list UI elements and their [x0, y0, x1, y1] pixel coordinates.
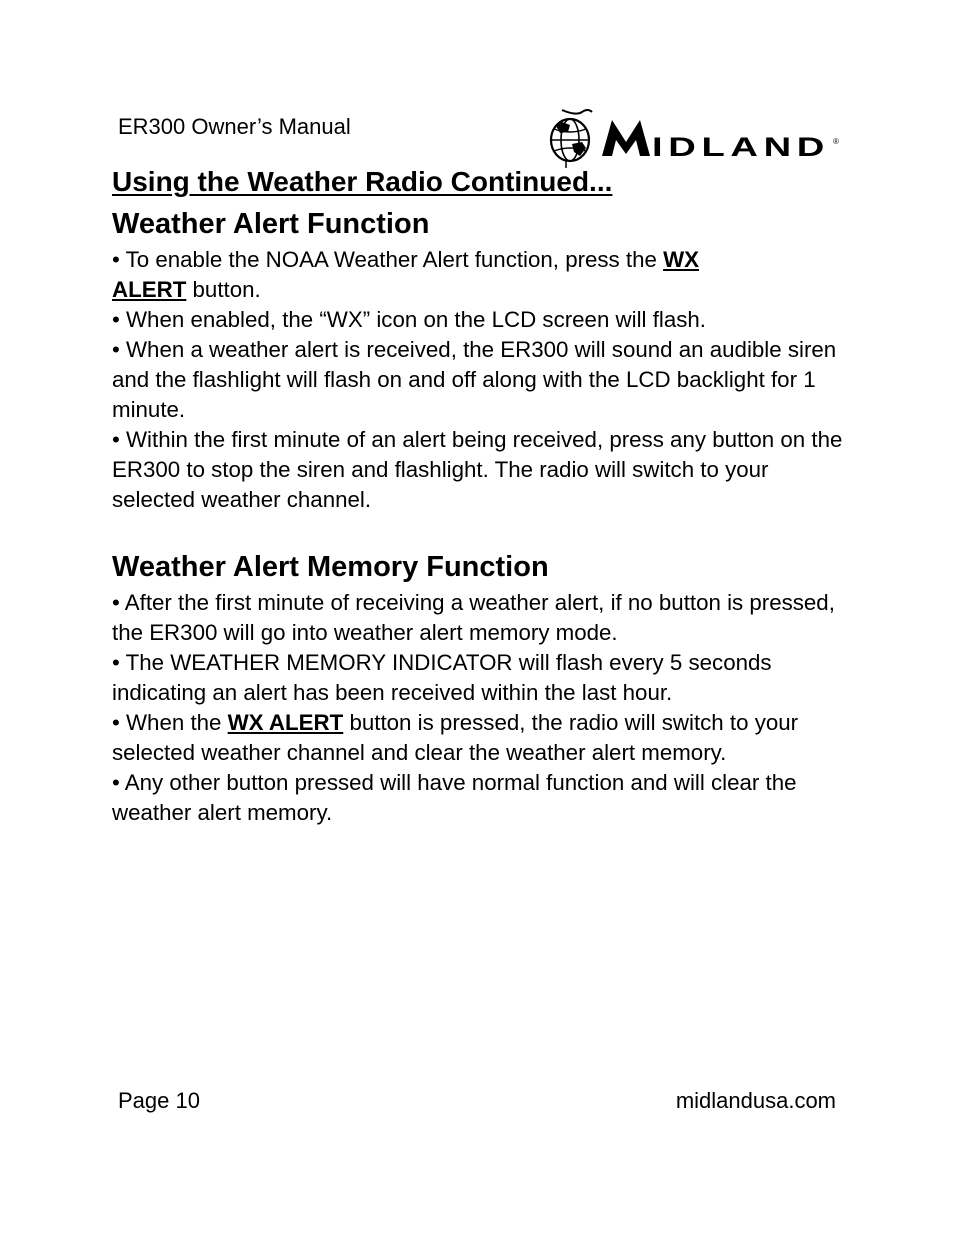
bullet-other-button: • Any other button pressed will have normal function and will clear the weather alert memory.	[112, 770, 797, 825]
bullet-wx-alert-pressed: • When the WX ALERT button is pressed, the radio will switch to your selected weather channel and clear the weather alert memory.	[112, 710, 799, 765]
bullet-memory-indicator: • The WEATHER MEMORY INDICATOR will flash every 5 seconds indicating an alert has been received within the last hour.	[112, 650, 772, 705]
alert-memory-heading: Weather Alert Memory Function	[112, 551, 549, 583]
section-title: Using the Weather Radio Continued...	[112, 166, 613, 197]
page-number: Page 10	[118, 1088, 200, 1113]
globe-logo-icon	[546, 108, 842, 170]
bullet-memory-mode: • After the first minute of receiving a weather alert, if no button is pressed, the ER300 will go into weather alert memory mode.	[112, 590, 835, 645]
weather-alert-body	[112, 245, 847, 515]
registered-mark: ®	[833, 137, 839, 146]
bullet-enable-alert: • To enable the NOAA Weather Alert function, press the WX ALERT button.	[112, 247, 700, 302]
logo-wordmark: IDLAND	[652, 132, 830, 162]
bullet-enabled-icon: • When enabled, the “WX” icon on the LCD screen will flash.	[112, 307, 706, 332]
midland-logo	[546, 108, 842, 170]
bullet-stop-siren: • Within the first minute of an alert being received, press any button on the ER300 to stop the siren and flashlight. The radio will switch to your selected weather channel.	[112, 427, 843, 512]
wx-alert-keyword: WX	[663, 247, 700, 272]
website-url: midlandusa.com	[675, 1088, 836, 1113]
bullet-alert-received: • When a weather alert is received, the ER300 will sound an audible siren and the flashlight will flash on and off along with the LCD backlight for 1 minute.	[112, 337, 837, 422]
wx-alert-keyword: WX ALERT	[227, 710, 344, 735]
alert-memory-body	[112, 588, 847, 828]
weather-alert-heading: Weather Alert Function	[112, 208, 430, 240]
manual-title: ER300 Owner’s Manual	[118, 114, 351, 139]
wx-alert-keyword-cont: ALERT	[112, 277, 187, 302]
